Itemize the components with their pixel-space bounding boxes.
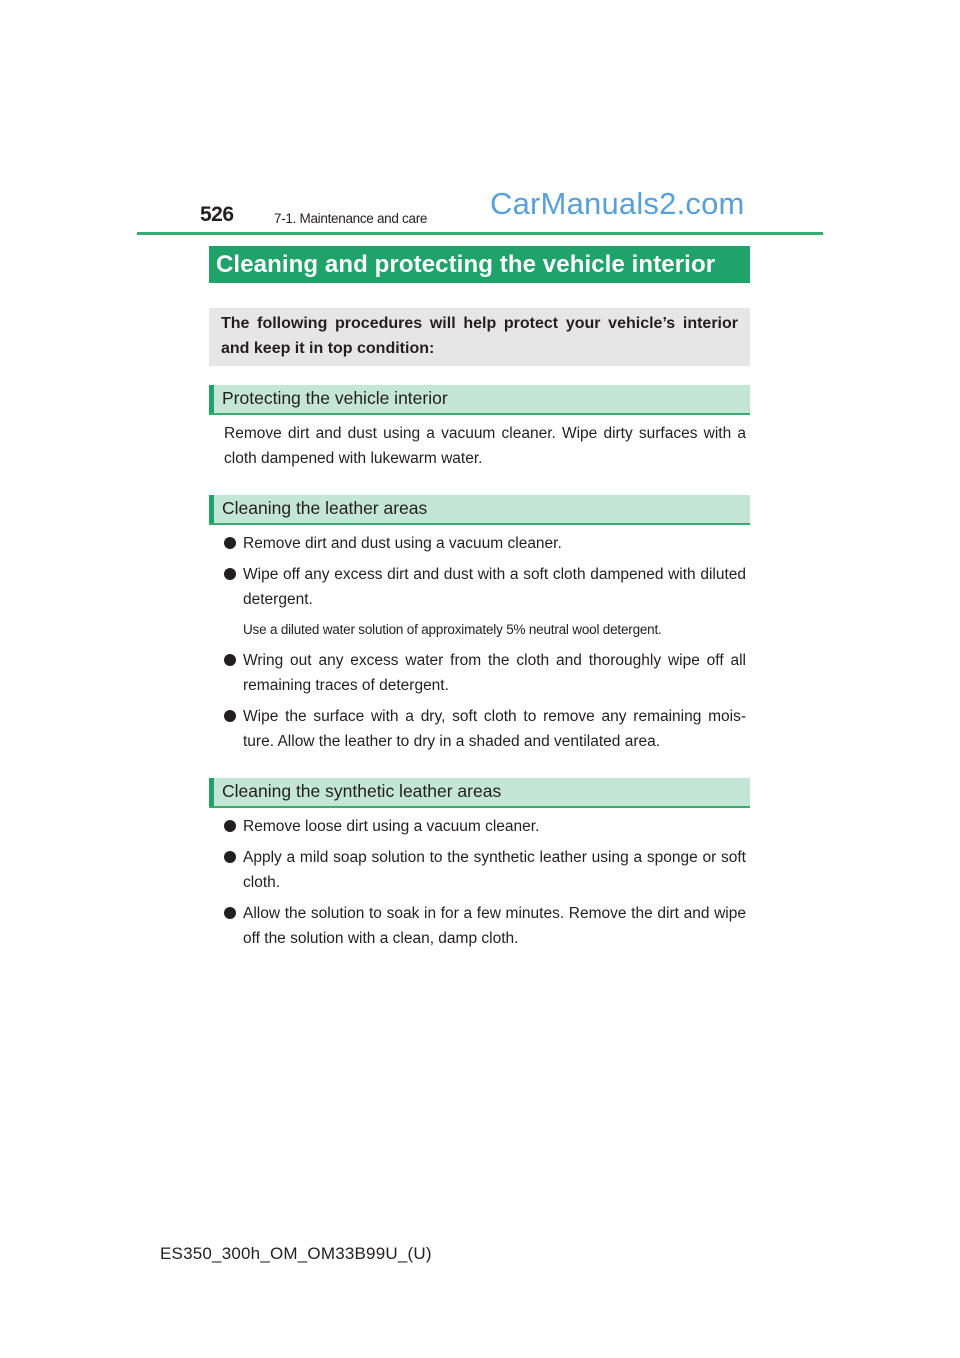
list-item: Wring out any excess water from the cloth and thoroughly wipe off all remaining traces of detergent. — [224, 648, 746, 698]
document-code-footer: ES350_300h_OM_OM33B99U_(U) — [160, 1244, 432, 1263]
list-item: Allow the solution to soak in for a few minutes. Remove the dirt and wipe off the solution with a clean, damp cloth. — [224, 901, 746, 951]
bullet-icon — [224, 710, 236, 722]
list-item: Remove loose dirt using a vacuum cleaner. — [224, 814, 746, 839]
section-heading-synthetic-leather: Cleaning the synthetic leather areas — [209, 778, 750, 808]
header-divider — [137, 232, 823, 235]
section-heading-leather: Cleaning the leather areas — [209, 495, 750, 525]
bullet-icon — [224, 820, 236, 832]
chapter-label: 7-1. Maintenance and care — [274, 211, 428, 226]
bullet-icon — [224, 851, 236, 863]
bullet-icon — [224, 654, 236, 666]
list-item: Wipe off any excess dirt and dust with a soft cloth dampened with diluted detergent. — [224, 562, 746, 612]
bullet-icon — [224, 907, 236, 919]
intro-box: The following procedures will help protect your vehicle’s interior and keep it in top condition: — [209, 308, 750, 366]
section-heading-protecting: Protecting the vehicle interior — [209, 385, 750, 415]
page-number: 526 — [200, 203, 234, 226]
bullet-icon — [224, 537, 236, 549]
list-item: Remove dirt and dust using a vacuum cleaner. — [224, 531, 746, 556]
section-paragraph-protecting: Remove dirt and dust using a vacuum cleaner. Wipe dirty surfaces with a cloth dampened with lukewarm water. — [224, 425, 746, 467]
watermark-logo: CarManuals2.com — [490, 186, 745, 221]
bullet-icon — [224, 568, 236, 580]
detergent-note: Use a diluted water solution of approximately 5% neutral wool detergent. — [243, 622, 662, 637]
list-item: Wipe the surface with a dry, soft cloth to remove any remaining mois-ture. Allow the leather to dry in a shaded and ventilated area. — [224, 704, 746, 754]
page-title: Cleaning and protecting the vehicle interior — [209, 246, 750, 283]
list-item: Apply a mild soap solution to the synthetic leather using a sponge or soft cloth. — [224, 845, 746, 895]
